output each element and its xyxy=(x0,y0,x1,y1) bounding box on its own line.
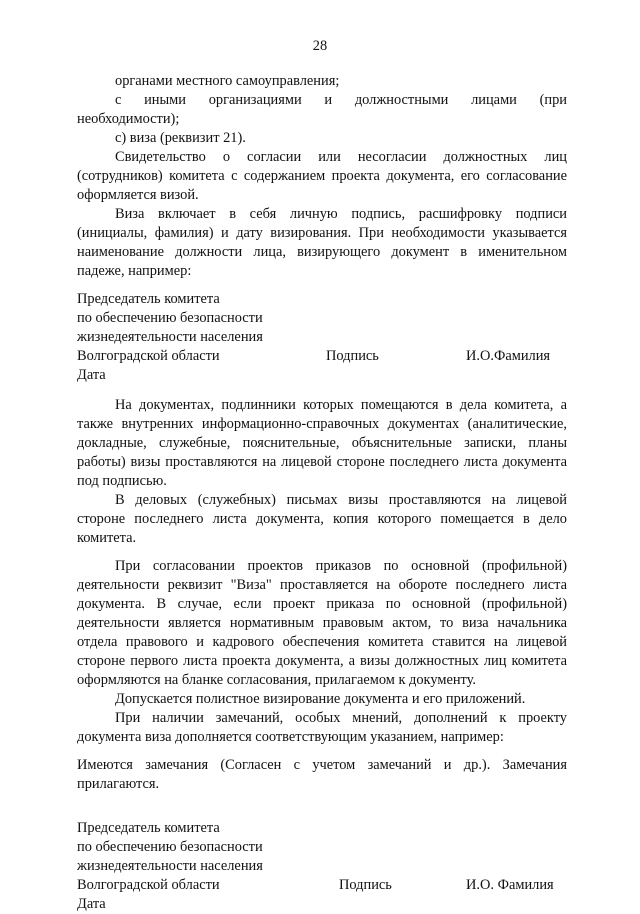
text-line-organizations: с иными организациями и должностными лицами (при xyxy=(115,92,567,108)
paragraph-originals: На документах, подлинники которых помещаются в дела комитета, а также внутренних информационно-справочных документах (аналитические, докладные, служебные, пояснительные, объяснительные записки, планы работы) визы проставляются на лицевой стороне последнего листа документа под подписью. xyxy=(77,397,567,489)
paragraph-business-letters: В деловых (служебных) письмах визы проставляются на лицевой стороне последнего листа документа, копия которого помещается в дело комитета. xyxy=(77,492,567,546)
signature-position-line-3: жизнедеятельности населения xyxy=(77,858,263,874)
signature-position-line-4: Волгоградской области xyxy=(77,348,220,364)
text-line-visa-requisite: с) виза (реквизит 21). xyxy=(115,130,246,146)
signer-name: И.О.Фамилия xyxy=(466,348,551,364)
text-line-organs: органами местного самоуправления; xyxy=(115,73,340,89)
paragraph-visa-definition: Свидетельство о согласии или несогласии должностных лиц (сотрудников) комитета с содержанием проекта документа, его согласование оформляется визой. xyxy=(77,149,567,203)
page-number: 28 xyxy=(312,38,328,54)
signature-row xyxy=(77,347,567,366)
paragraph-page-visa: Допускается полистное визирование документа и его приложений. xyxy=(115,691,526,707)
signature-label: Подпись xyxy=(326,348,379,364)
date-label: Дата xyxy=(77,896,106,912)
paragraph-order-approval: При согласовании проектов приказов по основной (профильной) деятельности реквизит "Виза" проставляется на обороте последнего листа документа. В случае, если проект приказа по основной (профильной) деятельности является нормативным правовым актом, то виза начальника отдела правового и кадрового обеспечения комитета ставится на лицевой стороне первого листа проекта документа, а визы должностных лиц комитета оформляются на бланке согласования, прилагаемом к документу. xyxy=(77,558,567,688)
signature-example-1 xyxy=(77,290,567,385)
signature-label: Подпись xyxy=(339,877,392,893)
signature-position-line-1: Председатель комитета xyxy=(77,291,220,307)
signature-example-2 xyxy=(77,819,567,914)
signer-name: И.О. Фамилия xyxy=(466,877,554,893)
signature-position-line-3: жизнедеятельности населения xyxy=(77,329,263,345)
date-label: Дата xyxy=(77,367,106,383)
example-remarks: Имеются замечания (Согласен с учетом замечаний и др.). Замечания прилагаются. xyxy=(77,757,567,792)
signature-position-line-1: Председатель комитета xyxy=(77,820,220,836)
signature-position-line-4: Волгоградской области xyxy=(77,877,220,893)
document-body xyxy=(77,72,567,914)
paragraph-visa-contents: Виза включает в себя личную подпись, расшифровку подписи (инициалы, фамилия) и дату визирования. При необходимости указывается наименование должности лица, визирующего документ в именительном падеже, например: xyxy=(77,206,567,279)
signature-position-line-2: по обеспечению безопасности xyxy=(77,839,263,855)
signature-row xyxy=(77,876,567,895)
signature-position-line-2: по обеспечению безопасности xyxy=(77,310,263,326)
text-line-necessity: необходимости); xyxy=(77,111,180,127)
paragraph-remarks: При наличии замечаний, особых мнений, дополнений к проекту документа виза дополняется соответствующим указанием, например: xyxy=(77,710,567,745)
